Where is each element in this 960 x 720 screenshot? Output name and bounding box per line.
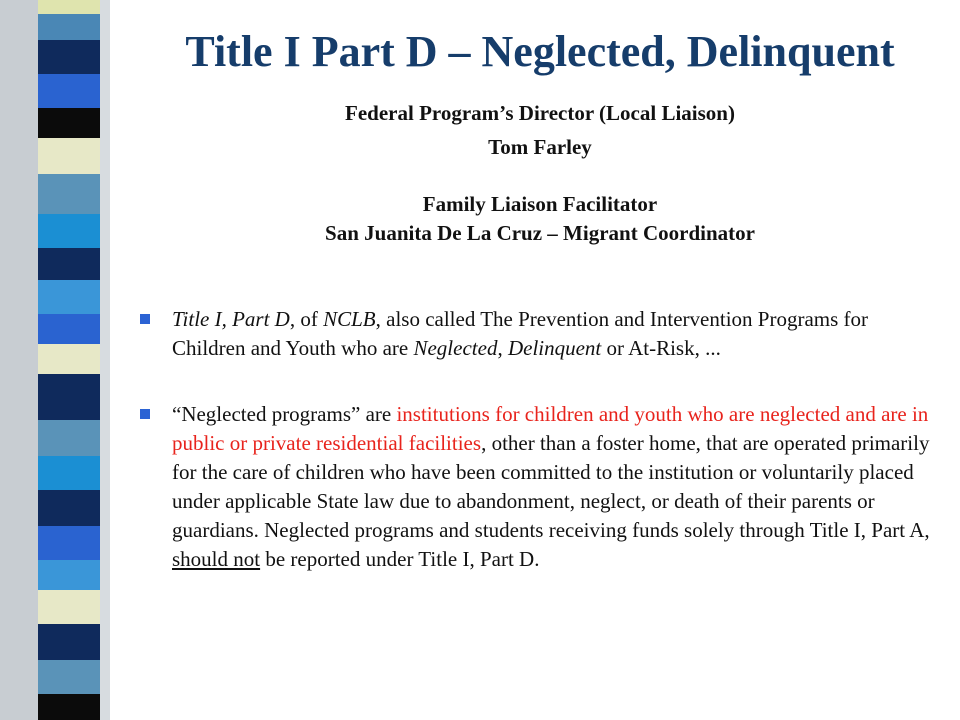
stripe-block (38, 280, 100, 314)
stripe-block (38, 0, 100, 14)
text: , of (289, 307, 324, 331)
highlighted-text: institutions for children and youth who are neglected and are in public or private residential facilities (172, 402, 929, 455)
stripe-block (38, 526, 100, 560)
stripe-block (38, 490, 100, 526)
bullet-list (140, 305, 940, 574)
facilitator-name: San Juanita De La Cruz – Migrant Coordinator (325, 221, 755, 245)
stripe-base (0, 0, 38, 720)
director-name: Tom Farley (488, 135, 592, 159)
facilitator-role: Family Liaison Facilitator (422, 192, 658, 216)
stripe-block (38, 344, 100, 374)
stripe-block (38, 374, 100, 420)
bullet-marker-icon (140, 314, 150, 324)
text: , other than a foster home, that are operated primarily for the care of children who have been committed to the institution or voluntarily placed under applicable State law due to abandonment, neglect, or death of their parents or guardians. Neglected programs and students receiving funds solely through Title I, Part A, (172, 431, 930, 542)
text: be reported under Title I, Part D. (260, 547, 540, 571)
decorative-stripe-bar (0, 0, 110, 720)
italic-text: Neglected (413, 336, 498, 360)
stripe-block (38, 694, 100, 720)
text: , also called The Prevention and Intervention Programs for Children and Youth who are (172, 307, 869, 360)
stripe-block (38, 214, 100, 248)
stripe-block (38, 624, 100, 660)
text: “Neglected programs” are (172, 402, 397, 426)
italic-text: Delinquent (507, 336, 602, 360)
slide-title: Title I Part D – Neglected, Delinquent (185, 27, 895, 76)
stripe-block (38, 560, 100, 590)
bullet-title-i-part-d (140, 305, 940, 363)
italic-text: NCLB (323, 307, 376, 331)
underlined-text: should not (172, 547, 261, 571)
italic-text: Title I, Part D (172, 307, 290, 331)
stripe-block (38, 174, 100, 214)
stripe-edge (100, 0, 110, 720)
stripe-block (38, 660, 100, 694)
stripe-block (38, 456, 100, 490)
text: or At-Risk, ... (601, 336, 721, 360)
director-role: Federal Program’s Director (Local Liaison) (345, 101, 735, 125)
stripe-block (38, 138, 100, 174)
stripe-block (38, 74, 100, 108)
bullet-neglected-programs (140, 400, 940, 574)
stripe-block (38, 248, 100, 280)
bullet-marker-icon (140, 409, 150, 419)
stripe-block (38, 14, 100, 40)
text: , (497, 336, 508, 360)
stripe-block (38, 314, 100, 344)
stripe-block (38, 590, 100, 624)
stripe-block (38, 40, 100, 74)
stripe-block (38, 108, 100, 138)
stripe-block (38, 420, 100, 456)
